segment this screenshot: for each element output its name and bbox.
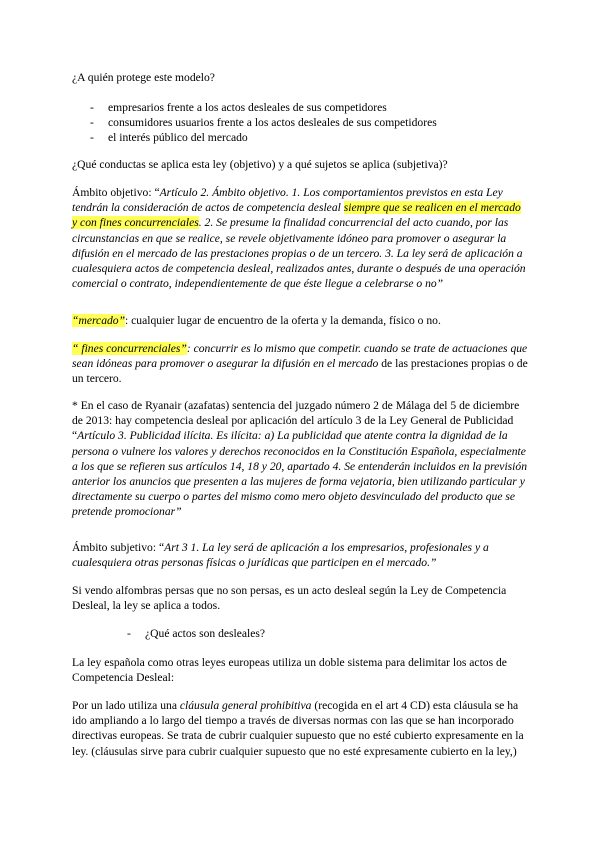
highlighted-phrase: siempre que se realicen en el mercado y con fines concurrenciales <box>72 201 521 230</box>
ryanair-paragraph: * En el caso de Ryanair (azafatas) sentencia del juzgado número 2 de Málaga del 5 de diciembre de 2013: hay competencia desleal por aplicación del artículo 3 de la Ley General de Publicidad “Artículo 3. Publicidad ilícita. Es ilícita: a) La publicidad que atente contra la dignidad de la persona o vulnere los valores y derechos reconocidos en la Constitución Española, especialmente a los que se refieren sus artículos 14, 18 y 20, apartado 4. Se entenderán incluidos en la previsión anterior los anuncios que presenten a las mujeres de forma vejatoria, bien utilizando particular y directamente su cuerpo o partes del mismo como mero objeto desvinculado del producto que se pretende promocionar” <box>72 399 527 519</box>
question-who-protects: ¿A quién protege este modelo? <box>72 71 215 84</box>
dash-bullet: - <box>90 131 94 145</box>
mercado-definition: “mercado”: cualquier lugar de encuentro de la oferta y la demanda, físico o no. <box>72 314 441 327</box>
dash-bullet: - <box>90 101 94 114</box>
ambito-objetivo-paragraph: Ámbito objetivo: “Artículo 2. Ámbito objetivo. 1. Los comportamientos previstos en esta Ley tendrán la consideración de actos de competencia desleal siempre que se realicen en el mercado y con fines concurrenciales. 2. Se presume la finalidad concurrencial del acto cuando, por las circunstancias en que se realice, se revele objetivamente idóneo para promover o asegurar la difusión en el mercado de las prestaciones propias o de un tercero. 3. La ley será de aplicación a cualesquiera actos de competencia desleal, realizados antes, durante o después de una operación comercial o contrato, independientemente de que éste llegue a celebrarse o no” <box>72 186 526 291</box>
clausula-general-paragraph: Por un lado utiliza una cláusula general prohibitiva (recogida en el art 4 CD) esta cláusula se ha ido ampliando a lo largo del tiempo a través de diversas normas con las que se han incorporado directivas europeas. Se trata de cubrir cualquier supuesto que no esté cubierto expresamente en la ley. (cláusulas sirve para cubrir cualquier supuesto que no esté expresamente cubierto en la ley,) <box>72 699 524 758</box>
list-item: - el interés público del mercado <box>90 131 248 145</box>
protected-list <box>72 100 528 146</box>
mercado-term: “mercado” <box>72 314 126 327</box>
list-item: - consumidores usuarios frente a los actos desleales de sus competidores <box>90 116 437 130</box>
list-item: - empresarios frente a los actos desleales de sus competidores <box>90 101 387 114</box>
dash-bullet: - <box>127 627 131 640</box>
question-scope: ¿Qué conductas se aplica esta ley (objetivo) y a qué sujetos se aplica (subjetiva)? <box>72 158 448 171</box>
fines-term: “ fines concurrenciales” <box>72 342 187 355</box>
ambito-subjetivo-paragraph: Ámbito subjetivo: “Art 3 1. La ley será de aplicación a los empresarios, profesionales y a cualesquiera otras personas físicas o jurídicas que participen en el mercado.” <box>72 541 489 570</box>
question-unfair-acts: - ¿Qué actos son desleales? <box>127 627 266 640</box>
dash-bullet: - <box>90 116 94 130</box>
double-system-paragraph: La ley española como otras leyes europeas utiliza un doble sistema para delimitar los actos de Competencia Desleal: <box>72 656 507 685</box>
alfombras-paragraph: Si vendo alfombras persas que no son persas, es un acto desleal según la Ley de Competencia Desleal, la ley se aplica a todos. <box>72 584 507 613</box>
fines-concurrenciales-definition: “ fines concurrenciales”: concurrir es lo mismo que competir. cuando se trate de actuaciones que sean idóneas para promover o asegurar la difusión en el mercado de las prestaciones propias o de un tercero. <box>72 342 528 386</box>
